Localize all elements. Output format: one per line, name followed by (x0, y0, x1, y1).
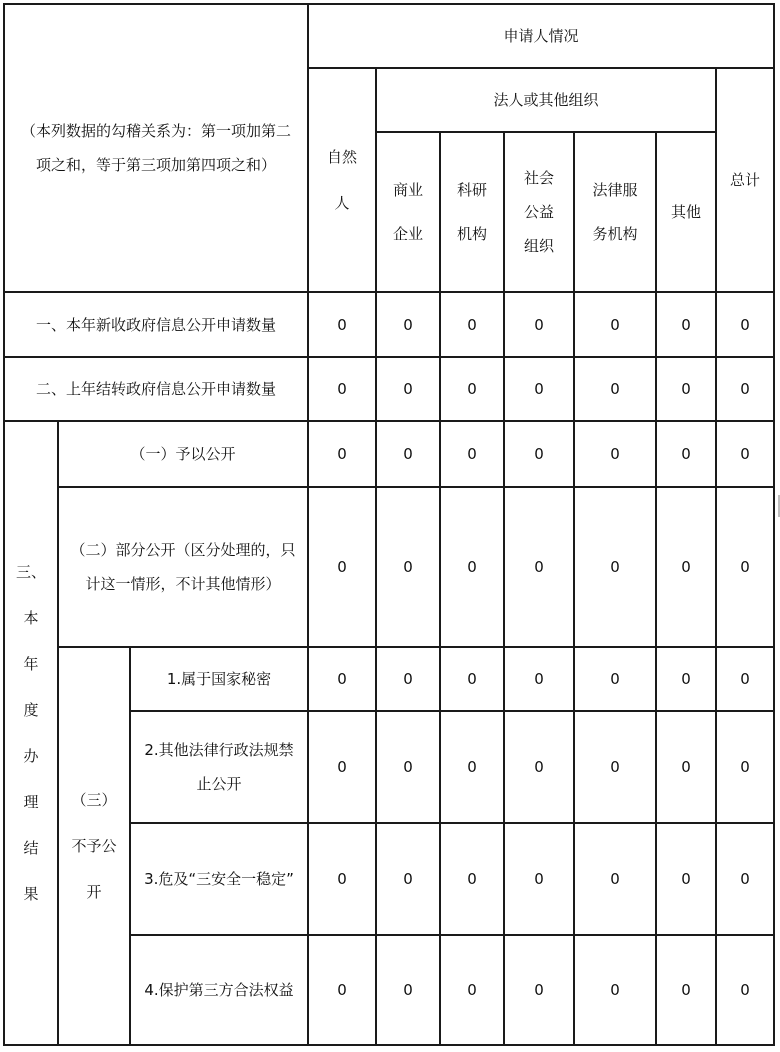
value-cell: 0 (308, 935, 376, 1045)
value-cell: 0 (716, 711, 774, 823)
value-cell: 0 (656, 357, 716, 421)
value-cell: 0 (376, 647, 440, 711)
value-cell: 0 (376, 823, 440, 935)
natural-person-header: 自然 人 (308, 68, 376, 292)
value-cell: 0 (656, 487, 716, 647)
value-cell: 0 (504, 421, 574, 487)
value-cell: 0 (574, 711, 656, 823)
value-cell: 0 (574, 487, 656, 647)
value-cell: 0 (440, 823, 504, 935)
table-note-cell (4, 4, 308, 292)
other-header: 其他 (656, 132, 716, 292)
value-cell: 0 (308, 711, 376, 823)
row-label: 一、本年新收政府信息公开申请数量 (4, 292, 308, 357)
table-row (4, 357, 774, 421)
social-header: 社会 公益 组织 (504, 132, 574, 292)
value-cell: 0 (716, 935, 774, 1045)
value-cell: 0 (440, 292, 504, 357)
value-cell: 0 (656, 421, 716, 487)
row-label: （一）予以公开 (58, 421, 308, 487)
value-cell: 0 (308, 357, 376, 421)
value-cell: 0 (376, 292, 440, 357)
value-cell: 0 (376, 487, 440, 647)
value-cell: 0 (376, 357, 440, 421)
value-cell: 0 (376, 711, 440, 823)
value-cell: 0 (376, 935, 440, 1045)
row-label: 3.危及“三安全一稳定” (130, 823, 308, 935)
value-cell: 0 (716, 647, 774, 711)
value-cell: 0 (308, 421, 376, 487)
value-cell: 0 (308, 292, 376, 357)
value-cell: 0 (574, 421, 656, 487)
research-header: 科研 机构 (440, 132, 504, 292)
value-cell: 0 (376, 421, 440, 487)
table-row (4, 421, 774, 487)
table-row (4, 487, 774, 647)
value-cell: 0 (656, 823, 716, 935)
value-cell: 0 (504, 935, 574, 1045)
row-label: 二、上年结转政府信息公开申请数量 (4, 357, 308, 421)
value-cell: 0 (440, 647, 504, 711)
value-cell: 0 (656, 292, 716, 357)
legal-group-header: 法人或其他组织 (376, 68, 716, 132)
value-cell: 0 (440, 935, 504, 1045)
table-note: （本列数据的勾稽关系为：第一项加第二项之和，等于第三项加第四项之和） (20, 122, 291, 174)
value-cell: 0 (716, 823, 774, 935)
value-cell: 0 (308, 487, 376, 647)
total-header: 总计 (716, 68, 774, 292)
value-cell: 0 (656, 711, 716, 823)
value-cell: 0 (574, 935, 656, 1045)
government-info-disclosure-table (3, 3, 775, 1046)
value-cell: 0 (504, 487, 574, 647)
value-cell: 0 (574, 357, 656, 421)
value-cell: 0 (504, 292, 574, 357)
value-cell: 0 (574, 647, 656, 711)
not-disclosed-group-label: （三） 不予公 开 (58, 647, 130, 1045)
value-cell: 0 (440, 357, 504, 421)
value-cell: 0 (440, 421, 504, 487)
value-cell: 0 (574, 292, 656, 357)
value-cell: 0 (656, 935, 716, 1045)
commercial-header: 商业 企业 (376, 132, 440, 292)
value-cell: 0 (308, 647, 376, 711)
row-label: 1.属于国家秘密 (130, 647, 308, 711)
value-cell: 0 (716, 421, 774, 487)
table-row (4, 292, 774, 357)
row-label: 4.保护第三方合法权益 (130, 935, 308, 1045)
value-cell: 0 (504, 357, 574, 421)
applicant-header: 申请人情况 (308, 4, 774, 68)
value-cell: 0 (504, 823, 574, 935)
legal-service-header: 法律服 务机构 (574, 132, 656, 292)
row-label: （二）部分公开（区分处理的，只计这一情形，不计其他情形） (58, 487, 308, 647)
value-cell: 0 (440, 487, 504, 647)
value-cell: 0 (308, 823, 376, 935)
value-cell: 0 (716, 487, 774, 647)
section-three-label: 三、 本 年 度 办 理 结 果 (4, 421, 58, 1045)
value-cell: 0 (504, 711, 574, 823)
table-row (4, 647, 774, 711)
value-cell: 0 (574, 823, 656, 935)
value-cell: 0 (716, 357, 774, 421)
row-label: 2.其他法律行政法规禁止公开 (130, 711, 308, 823)
value-cell: 0 (504, 647, 574, 711)
value-cell: 0 (656, 647, 716, 711)
value-cell: 0 (440, 711, 504, 823)
value-cell: 0 (716, 292, 774, 357)
